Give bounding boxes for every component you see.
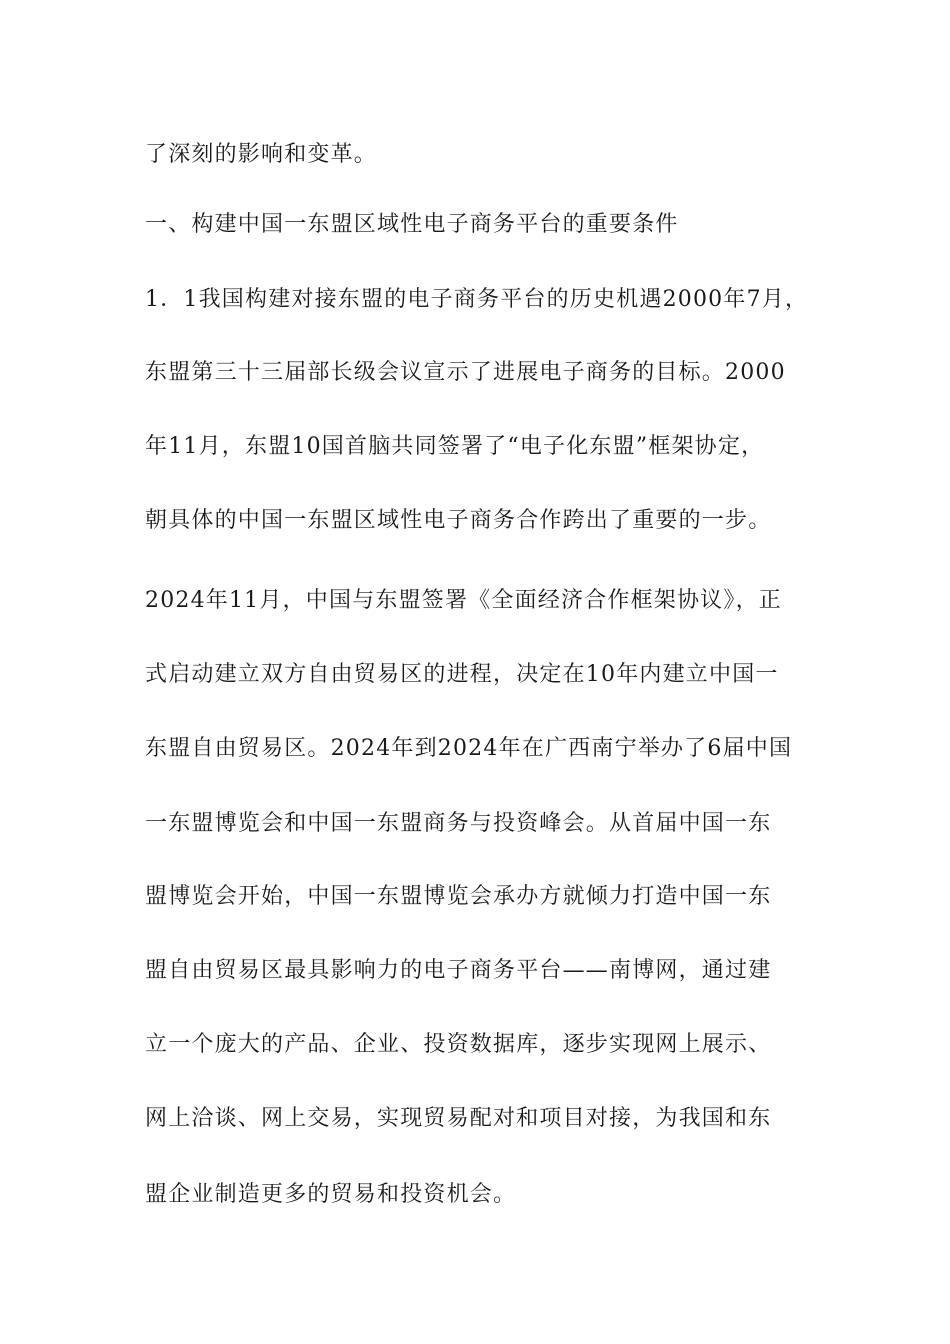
text-line: 盟自由贸易区最具影响力的电子商务平台——南博网，通过建 (145, 958, 772, 983)
text-line: 一东盟博览会和中国一东盟商务与投资峰会。从首届中国一东 (145, 811, 772, 836)
text-line: 东盟第三十三届部长级会议宣示了进展电子商务的目标。2000 (145, 360, 786, 385)
text-line: 1．1我国构建对接东盟的电子商务平台的历史机遇2000年7月， (145, 287, 809, 312)
text-line: 朝具体的中国一东盟区域性电子商务合作跨出了重要的一步。 (145, 508, 772, 533)
text-line: 立一个庞大的产品、企业、投资数据库，逐步实现网上展示、 (145, 1032, 772, 1057)
text-line: 2024年11月，中国与东盟签署《全面经济合作框架协议》，正 (145, 588, 782, 613)
text-line: 年11月，东盟10国首脑共同签署了“电子化东盟”框架协定， (145, 434, 765, 459)
text-line: 盟博览会开始，中国一东盟博览会承办方就倾力打造中国一东 (145, 884, 772, 909)
section-heading: 一、构建中国一东盟区域性电子商务平台的重要条件 (145, 212, 679, 237)
text-line: 东盟自由贸易区。2024年到2024年在广西南宁举办了6届中国 (145, 736, 793, 761)
text-line: 了深刻的影响和变革。 (145, 142, 378, 167)
text-line: 盟企业制造更多的贸易和投资机会。 (145, 1182, 517, 1207)
text-line: 式启动建立双方自由贸易区的进程，决定在10年内建立中国一 (145, 662, 779, 687)
text-line: 网上洽谈、网上交易，实现贸易配对和项目对接，为我国和东 (145, 1106, 772, 1131)
